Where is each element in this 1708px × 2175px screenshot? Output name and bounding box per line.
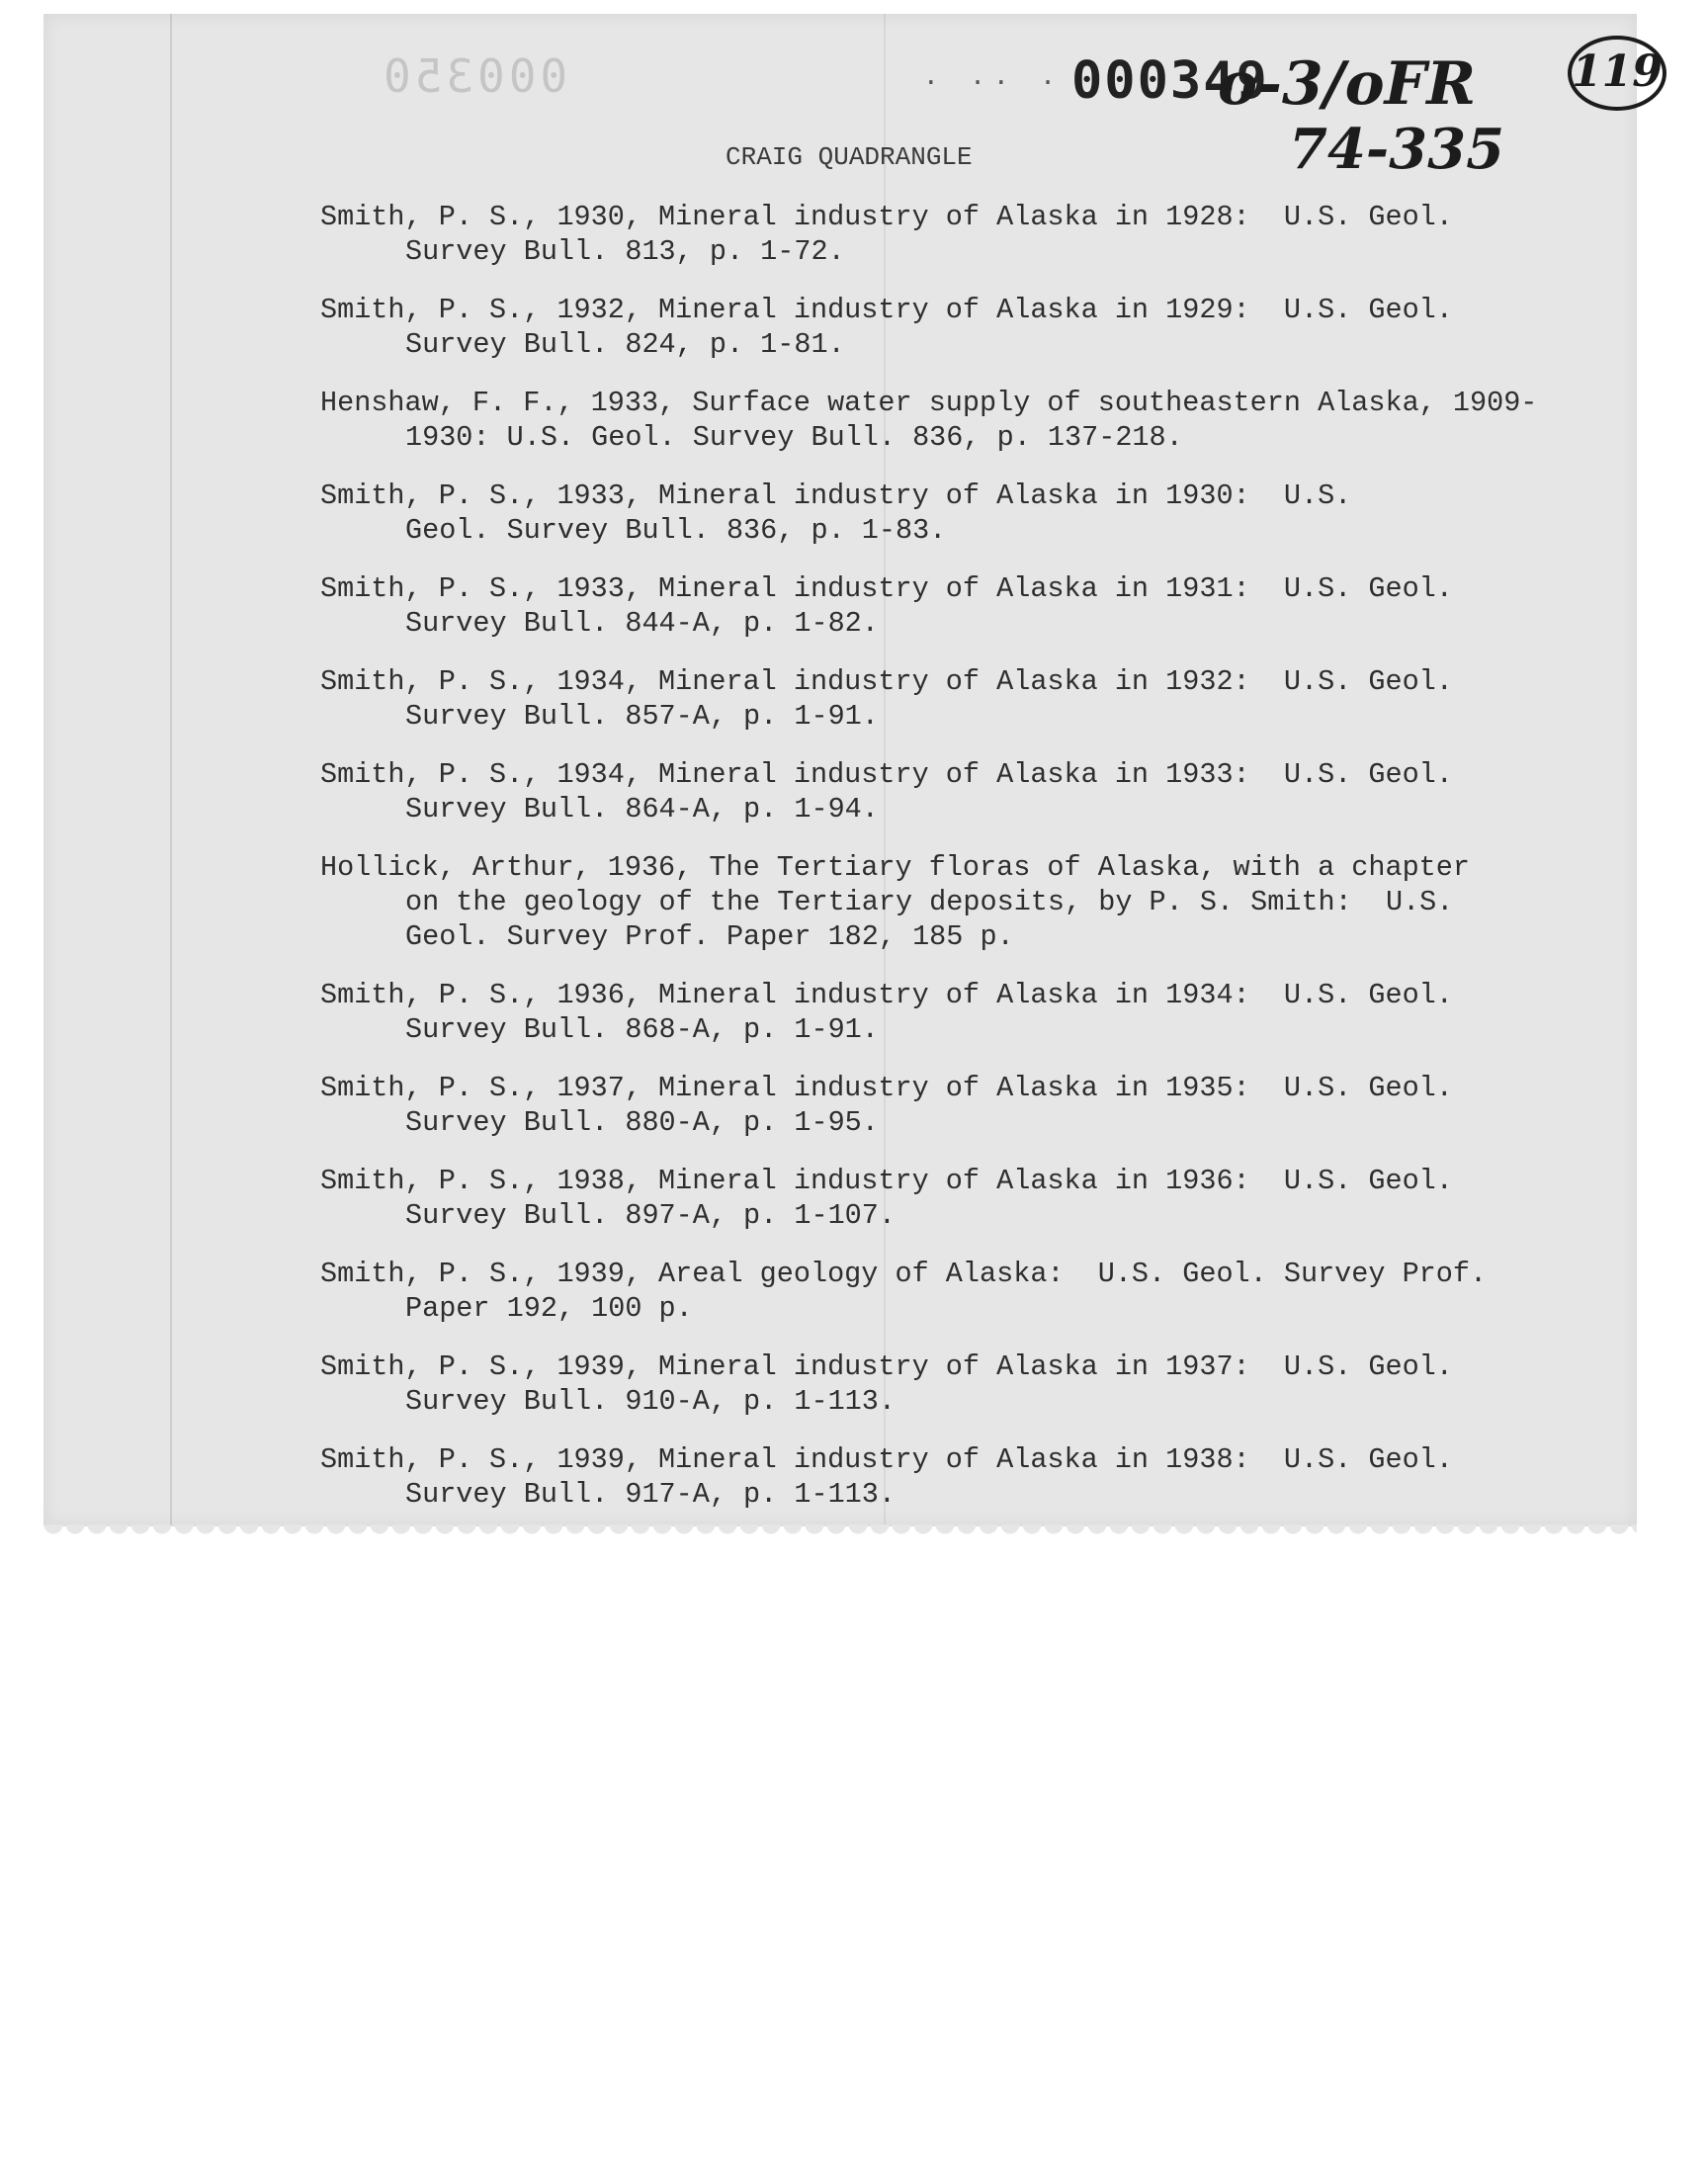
reference-entry [320, 757, 1546, 826]
reference-line: Survey Bull. 897-A, p. 1-107. [405, 1199, 896, 1232]
reference-line: Survey Bull. 824, p. 1-81. [405, 328, 845, 361]
stamped-page-number: 000349 [1071, 51, 1269, 111]
handwritten-report-number: 74-335 [1289, 117, 1505, 182]
reference-list [320, 200, 1546, 1535]
reference-entry [320, 1164, 1546, 1233]
reference-line: Survey Bull. 917-A, p. 1-113. [405, 1478, 896, 1511]
reference-line: Henshaw, F. F., 1933, Surface water supply of southeastern Alaska, 1909- [320, 387, 1538, 419]
reference-entry [320, 571, 1546, 641]
reference-entry [320, 978, 1546, 1047]
reference-line: Smith, P. S., 1939, Mineral industry of Alaska in 1937: U.S. Geol. [320, 1350, 1453, 1383]
reference-line: Smith, P. S., 1932, Mineral industry of Alaska in 1929: U.S. Geol. [320, 294, 1453, 326]
circled-page-number: 119 [1568, 36, 1666, 111]
reference-line: on the geology of the Tertiary deposits, by P. S. Smith: U.S. [405, 886, 1454, 918]
reference-entry [320, 293, 1546, 362]
reference-line: Smith, P. S., 1939, Mineral industry of Alaska in 1938: U.S. Geol. [320, 1443, 1453, 1476]
reference-line: Smith, P. S., 1934, Mineral industry of Alaska in 1933: U.S. Geol. [320, 758, 1453, 791]
reference-line: Survey Bull. 857-A, p. 1-91. [405, 700, 879, 733]
typed-dots: . .. . [923, 61, 1064, 91]
reference-line: 1930: U.S. Geol. Survey Bull. 836, p. 137-218. [405, 421, 1183, 454]
fold-line [170, 14, 172, 1526]
reference-line: Smith, P. S., 1933, Mineral industry of Alaska in 1931: U.S. Geol. [320, 572, 1453, 605]
reference-line: Hollick, Arthur, 1936, The Tertiary floras of Alaska, with a chapter [320, 851, 1470, 884]
reference-entry [320, 664, 1546, 734]
reference-line: Smith, P. S., 1936, Mineral industry of Alaska in 1934: U.S. Geol. [320, 979, 1453, 1011]
reference-line: Smith, P. S., 1939, Areal geology of Alaska: U.S. Geol. Survey Prof. [320, 1258, 1488, 1290]
document-sheet [43, 14, 1663, 1526]
reference-entry [320, 386, 1546, 455]
reference-line: Smith, P. S., 1934, Mineral industry of Alaska in 1932: U.S. Geol. [320, 665, 1453, 698]
reference-line: Survey Bull. 864-A, p. 1-94. [405, 793, 879, 826]
reference-entry [320, 1071, 1546, 1140]
reference-line: Paper 192, 100 p. [405, 1292, 693, 1325]
reference-entry [320, 478, 1546, 548]
reference-entry [320, 1257, 1546, 1326]
reference-line: Survey Bull. 844-A, p. 1-82. [405, 607, 879, 640]
reference-line: Geol. Survey Bull. 836, p. 1-83. [405, 514, 947, 547]
reference-entry [320, 1442, 1546, 1512]
reference-line: Survey Bull. 813, p. 1-72. [405, 235, 845, 268]
reference-line: Survey Bull. 910-A, p. 1-113. [405, 1385, 896, 1418]
reference-line: Smith, P. S., 1937, Mineral industry of Alaska in 1935: U.S. Geol. [320, 1072, 1453, 1104]
reference-entry [320, 200, 1546, 269]
reference-line: Smith, P. S., 1938, Mineral industry of Alaska in 1936: U.S. Geol. [320, 1165, 1453, 1197]
reference-entry [320, 1349, 1546, 1419]
reference-line: Smith, P. S., 1933, Mineral industry of Alaska in 1930: U.S. [320, 479, 1352, 512]
reference-entry [320, 850, 1546, 954]
page-title: CRAIG QUADRANGLE [726, 142, 973, 172]
reference-line: Smith, P. S., 1930, Mineral industry of Alaska in 1928: U.S. Geol. [320, 201, 1453, 233]
handwritten-report-code: o-3/oFR [1218, 49, 1477, 119]
reference-line: Geol. Survey Prof. Paper 182, 185 p. [405, 920, 1014, 953]
bleed-through-number: 000350 [380, 49, 568, 103]
reference-line: Survey Bull. 868-A, p. 1-91. [405, 1013, 879, 1046]
reference-line: Survey Bull. 880-A, p. 1-95. [405, 1106, 879, 1139]
